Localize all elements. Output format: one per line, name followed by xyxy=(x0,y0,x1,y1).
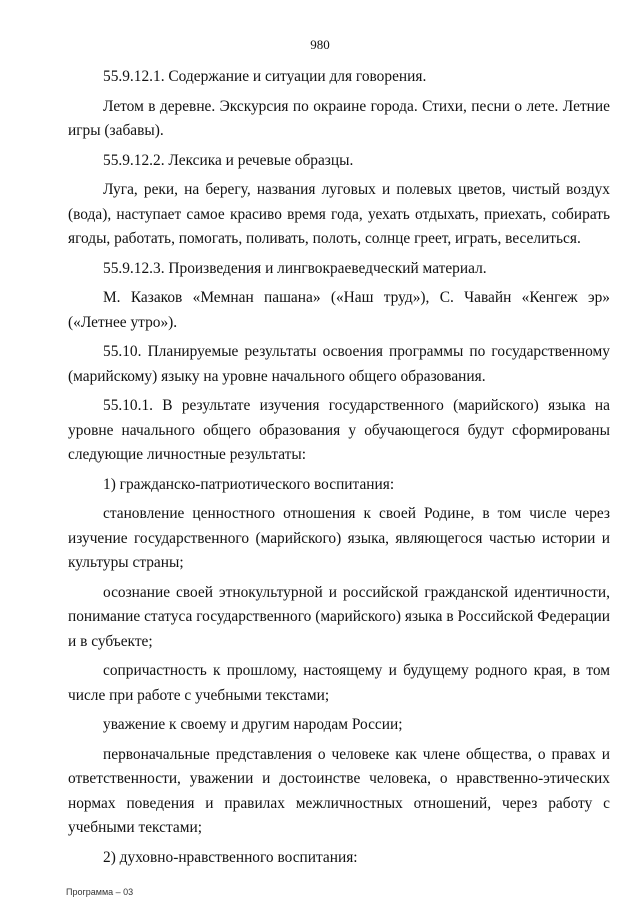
paragraph-vocabulary: Луга, реки, на берегу, названия луговых и полевых цветов, чистый воздух (вода), наступает самое красиво время года, уехать отдыхать, приехать, собирать ягоды, работать, помогать, поливать, полоть, солнце греет, играть, веселиться. xyxy=(68,181,610,247)
page-number: 980 xyxy=(310,37,330,52)
paragraph-respect-peoples: уважение к своему и другим народам России; xyxy=(103,716,403,733)
paragraph-identity: осознание своей этнокультурной и российской гражданской идентичности, понимание статуса государственного (марийского) языка в Российской Федерации и в субъекте; xyxy=(68,583,610,650)
page-footer: Программа – 03 xyxy=(66,887,134,897)
document-body xyxy=(68,65,610,875)
paragraph-section-55-9-12-3: 55.9.12.3. Произведения и лингвокраеведческий материал. xyxy=(103,259,487,277)
paragraph-section-55-9-12-2: 55.9.12.2. Лексика и речевые образцы. xyxy=(103,151,354,169)
paragraph-section-55-10: 55.10. Планируемые результаты освоения программы по государственному (марийскому) языку на уровне начального общего образования. xyxy=(68,343,610,385)
paragraph-homeland-value: становление ценностного отношения к своей Родине, в том числе через изучение государственного (марийского) языка, являющегося частью истории и культуры страны; xyxy=(68,505,610,571)
paragraph-spiritual-moral: 2) духовно-нравственного воспитания: xyxy=(103,848,358,866)
paragraph-civic-patriotic: 1) гражданско-патриотического воспитания: xyxy=(103,475,395,493)
paragraph-summer-topics: Летом в деревне. Экскурсия по окраине города. Стихи, песни о лете. Летние игры (забавы). xyxy=(68,97,610,139)
paragraph-works: М. Казаков «Мемнан пашана» («Наш труд»), С. Чавайн «Кенгеж эр» («Летнее утро»). xyxy=(68,289,610,331)
paragraph-section-55-10-1: 55.10.1. В результате изучения государственного (марийского) языка на уровне начального общего образования у обучающегося будут сформированы следующие личностные результаты: xyxy=(68,397,610,463)
paragraph-person-in-society: первоначальные представления о человеке как члене общества, о правах и ответственности, уважении и достоинстве человека, о нравственно-этических нормах поведения и правилах межличностных отношений, через работу с учебными текстами; xyxy=(68,745,610,836)
paragraph-section-55-9-12-1: 55.9.12.1. Содержание и ситуации для говорения. xyxy=(103,68,427,85)
paragraph-native-land: сопричастность к прошлому, настоящему и будущему родного края, в том числе при работе с учебными текстами; xyxy=(68,662,610,704)
